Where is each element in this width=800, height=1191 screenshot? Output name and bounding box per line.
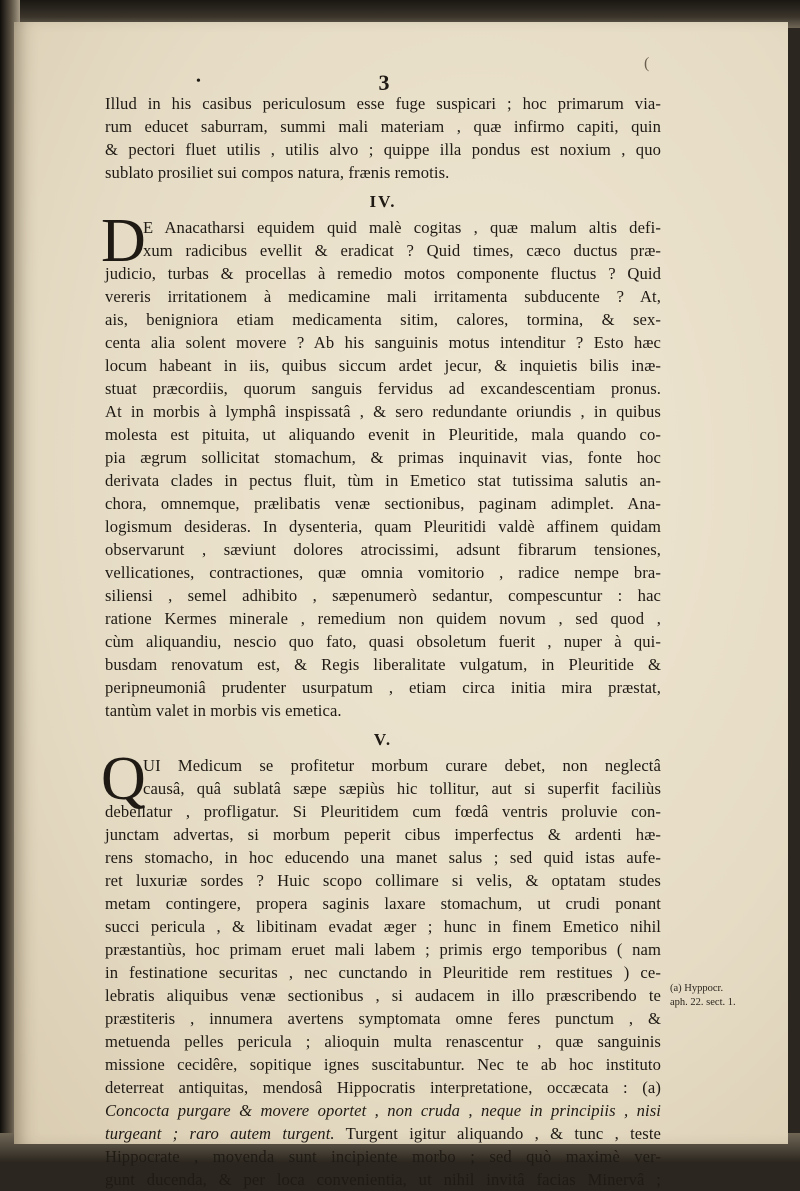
paragraph-line: succi pericula , & libitinam evadat æger ; hunc in finem Emetico nihil <box>105 917 661 936</box>
paragraph-line: stuat præcordiis, quorum sanguis fervidus ad excandescentiam pronus. <box>105 379 661 398</box>
paragraph-line: ret luxuriæ sordes ? Huic scopo collimare si velis, & optatam studes <box>105 871 661 890</box>
corner-mark: ( <box>644 55 650 72</box>
paragraph-line: debellatur , profligatur. Si Pleuritidem cum fœdâ ventris proluvie con- <box>105 802 661 821</box>
margin-note <box>670 982 800 1010</box>
paragraph-line: gunt ducenda, & per loca convenientia, ut nihil invitâ facias Minervâ ; <box>105 1170 661 1189</box>
quotation-roman-part: Turgent igitur aliquando , & tunc , teste <box>334 1124 661 1143</box>
paragraph-line: cùm aliquandiu, nescio quo fato, quasi obsoletum fuerit , nuper à qui- <box>105 632 661 651</box>
intro-line: Illud in his casibus periculosum esse fuge suspicari ; hoc primarum via- <box>105 94 661 113</box>
paragraph-line: locum habeant in iis, quibus siccum ardet jecur, & inquietis bilis inæ- <box>105 356 661 375</box>
paragraph-line: UI Medicum se profitetur morbum curare debet, non neglectâ <box>143 756 661 775</box>
text-block <box>101 92 661 1191</box>
section-iv-body <box>101 207 661 722</box>
margin-note-line: (a) Hyppocr. <box>670 983 724 994</box>
paragraph-line: E Anacatharsi equidem quid malè cogitas , quæ malum altis defi- <box>143 218 661 237</box>
intro-line: sublato prosiliet sui compos natura, frænis remotis. <box>105 163 450 182</box>
paragraph-line: causâ, quâ sublatâ sæpe sæpiùs hic tollitur, aut si superfit faciliùs <box>143 779 661 798</box>
paragraph-line: judicio, turbas & procellas à remedio motos componente fluctus ? Quid <box>105 264 661 283</box>
section-heading-iv: IV. <box>369 192 397 211</box>
paragraph-line: vellicationes, contractiones, quæ omnia vomitorio , radice nempe bra- <box>105 563 661 582</box>
intro-line: & pectori fluet utilis , utilis alvo ; quippe illa pondus est noxium , quo <box>105 140 661 159</box>
paragraph-line: ais, benigniora etiam medicamenta sitim, calores, tormina, & sex- <box>105 310 661 329</box>
paragraph-line: centa alia solent movere ? Ab his sanguinis motus intenditur ? Esto hæc <box>105 333 661 352</box>
paragraph-line: vereris irritationem à medicamine mali irritamenta subducente ? At, <box>105 287 661 306</box>
paragraph-line: lebratis aliquibus venæ sectionibus , si audacem in illo præscribendo te <box>105 986 661 1005</box>
paragraph-line: præstiteris , innumera avertens symptomata omne feres punctum , & <box>105 1009 661 1028</box>
intro-line: rum educet saburram, summi mali materiam , quæ infirmo capiti, quin <box>105 117 661 136</box>
paragraph-line: ratione Kermes minerale , remedium non quidem novum , sed quod , <box>105 609 661 628</box>
ink-dot: • <box>196 74 201 89</box>
paragraph-line: junctam advertas, si morbum peperit cibus imperfectus & ardenti hæ- <box>105 825 661 844</box>
section-heading-v: V. <box>373 730 393 749</box>
paragraph-line: xum radicibus evellit & eradicat ? Quid times, cæco ductus præ- <box>143 241 661 260</box>
paragraph-line: tantùm valet in morbis vis emetica. <box>105 701 342 720</box>
paragraph-line: præstantiùs, hoc primam eruet mali labem ; primis ergo temporibus ( nam <box>105 940 661 959</box>
paragraph-line: rens stomacho, in hoc educendo una manet salus ; sed quid istas aufe- <box>105 848 661 867</box>
drop-cap-q: Q <box>101 745 146 813</box>
paragraph-line: in festinatione securitas , nec cunctando in Pleuritide rem restitues ) ce- <box>105 963 661 982</box>
paragraph-line: busdam renovatum est, & Regis liberalitate vulgatum, in Pleuritide & <box>105 655 661 674</box>
margin-note-line: aph. 22. sect. 1. <box>670 997 736 1008</box>
drop-cap-d: D <box>101 207 146 275</box>
paragraph-line: metuenda pelles pericula ; alioquin multa renascentur , quæ sanguinis <box>105 1032 661 1051</box>
paragraph-line: peripneumoniâ prudenter usurpatum , etiam circa initia mira præstat, <box>105 678 661 697</box>
paragraph-line: observarunt , sæviunt dolores atrocissimi, adsunt fibrarum tensiones, <box>105 540 661 559</box>
paragraph-line: siliensi , semel adhibito , sæpenumerò sedantur, compescuntur : hac <box>105 586 661 605</box>
paragraph-line: derivata clades in pectus fluit, tùm in Emetico stat tutissima salutis an- <box>105 471 661 490</box>
section-v-body <box>101 745 661 1191</box>
paragraph-line: deterreat antiquitas, mendosâ Hippocratis interpretatione, occæcata : (a) <box>105 1078 661 1097</box>
quotation-line: Concocta purgare & movere oportet , non cruda , neque in principiis , nisi <box>105 1101 661 1120</box>
paragraph-line: missione cecidêre, sopitique ignes suscitabuntur. Nec te ab hoc instituto <box>105 1055 661 1074</box>
paragraph-line: chora, omnemque, prælibatis venæ sectionibus, paginam adimplet. Ana- <box>105 494 661 513</box>
page-number: 3 <box>378 70 390 95</box>
book-page <box>14 22 788 1189</box>
paragraph-line: At in morbis à lymphâ inspissatâ , & sero redundante oriundis , in quibus <box>105 402 661 421</box>
paragraph-line: logismum desideras. In dysenteria, quam Pleuritidi valdè affinem quidam <box>105 517 661 536</box>
paragraph-line: metam contingere, propera saginis laxare stomachum, ut crudi ponant <box>105 894 661 913</box>
paragraph-line: Hippocrate , movenda sunt incipiente morbo ; sed quò maximè ver- <box>105 1147 661 1166</box>
quotation-italic-part: turgeant ; raro autem turgent. <box>105 1124 335 1143</box>
paragraph-line: molesta est pituita, ut aliquando evenit in Pleuritide, mala quando co- <box>105 425 661 444</box>
quotation-line-mixed <box>105 1122 661 1145</box>
paragraph-line: pia ægrum sollicitat stomachum, & primas inquinavit vias, fonte hoc <box>105 448 661 467</box>
